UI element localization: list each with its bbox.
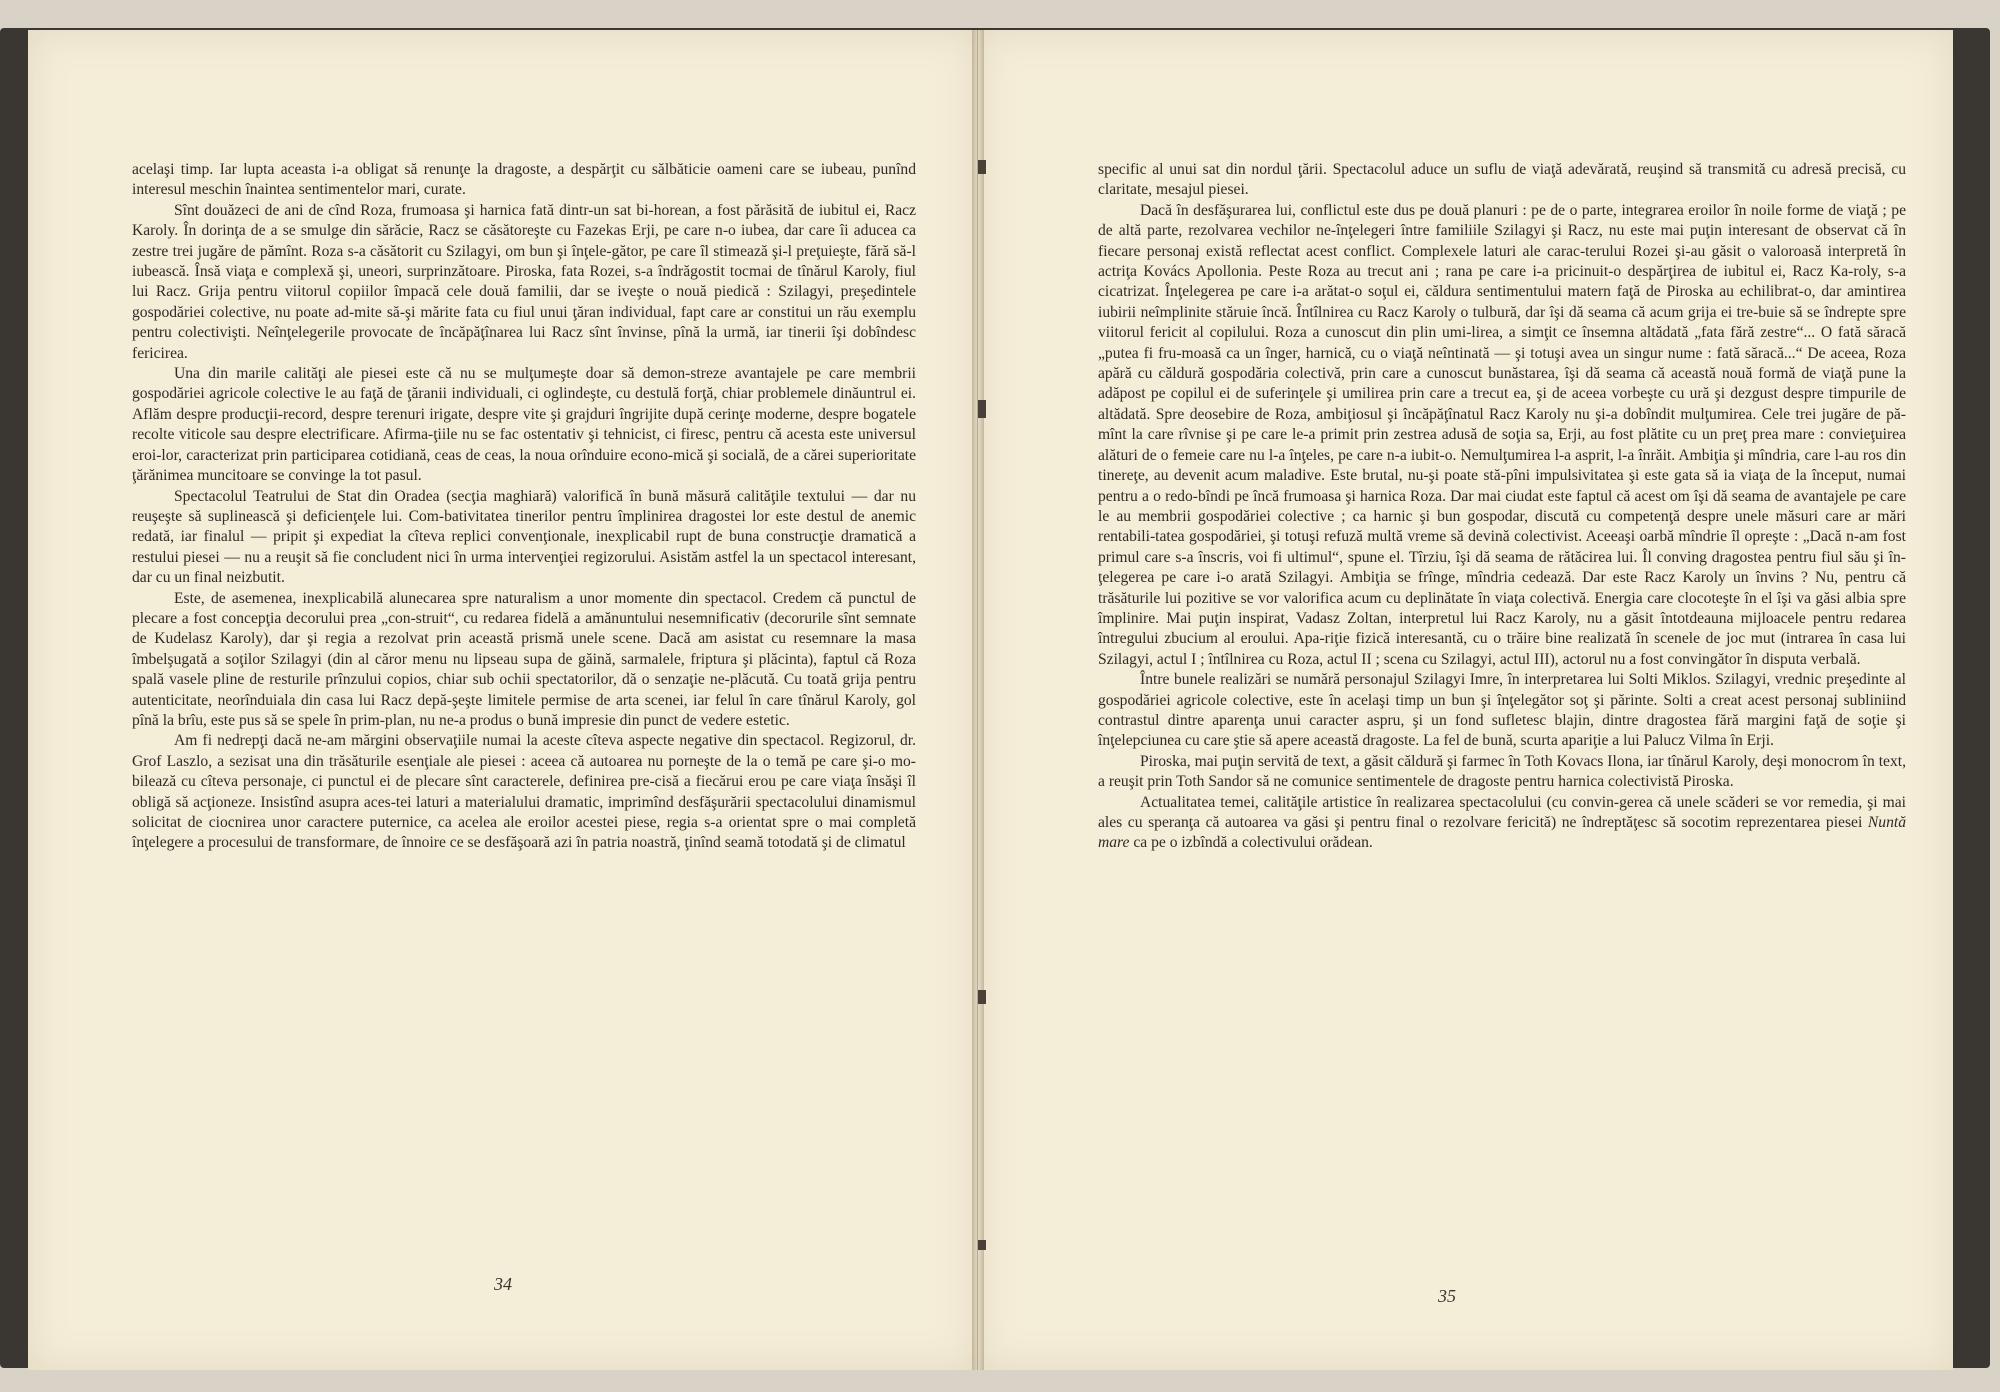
play-title: Nuntă mare — [1098, 814, 1906, 852]
paragraph: Este, de asemenea, inexplicabilă alunecarea spre naturalism a unor momente din spectacol. Credem că punctul de plecare a fost concepţia decorului prea „con-struit“, cu redarea fidelă a amănuntului nesemnificativ (decorurile sînt semnate de Kudelasz Karoly), dar şi regia a rezolvat prin această prismă unele scene. Dacă am asistat cu resemnare la masa îmbelşugată a soţilor Szilagyi (din al căror menu nu lipseau supa de găină, sarmalele, friptura şi plăcinta), faptul că Roza spală vasele pline de resturile prînzului copios, chiar sub ochii spectatorilor, dă o senzaţie ne-plăcută. Cu toată grija pentru autenticitate, neorînduiala din casa lui Racz depă-şeşte limitele permise de arta scenei, iar felul în care tînărul Karoly, gol pînă la brîu, este pus să se spele în prim-plan, nu ne-a produs o bună impresie din punct de vedere estetic. — [132, 589, 916, 729]
paragraph: Dacă în desfăşurarea lui, conflictul este dus pe două planuri : pe de o parte, integrarea eroilor în noile forme de viaţă ; pe de altă parte, rezolvarea vechilor ne-înţelegeri între familiile Szilagyi şi Racz, nu este mai puţin interesant de observat că în fiecare personaj există reflectat acest conflict. Complexele laturi ale carac-terului Rozei şi-au găsit o valoroasă interpretă în actriţa Kovács Apollonia. Peste Roza au trecut ani ; rana pe care i-a pricinuit-o despărţirea de iubitul ei, Racz Ka-roly, s-a cicatrizat. Înţelegerea pe care i-a arătat-o soţul ei, căldura sentimentului matern faţă de Piroska au echilibrat-o, dar amintirea iubirii neîmplinite stăruie încă. Întîlnirea cu Racz Karoly o tulbură, dar îşi dă seama că acum grija ei tre-buie să se îndrepte spre viitorul fericit al copilului. Roza a cunoscut din plin umi-lirea, a simţit ce însemna altădată „fata fără zestre“... O fată săracă „putea fi fru-moasă ca un înger, harnică, cu o viaţă neîntinată — şi totuşi avea un singur nume : fată săracă...“ De aceea, Roza apără cu căldură gospodăria colectivă, prin care a cunoscut bunăstarea, îşi dă seama că această nouă formă de viaţă pune la adăpost pe copilul ei de suferinţele şi umilirea prin care a trecut ea, şi de aceea vorbeşte cu ură şi dezgust despre timpurile de altădată. Spre deosebire de Roza, ambiţiosul şi încăpăţînatul Racz Karoly nu şi-a dobîndit mulţumirea. Cele trei jugăre de pă-mînt la care rîvnise şi pe care le-a primit prin zestrea adusă de soţia sa, Erji, au fost plătite cu un preţ prea mare : convieţuirea alături de o femeie care nu l-a înţeles, pe care n-a iubit-o. Nemulţumirea l-a asprit, l-a înrăit. Ambiţia şi mîndria, care l-au ros din tinereţe, au devenit acum maladive. Este brutal, nu-şi poate stă-pîni impulsivitatea şi este gata să ia viaţa de la început, numai pentru a o redo-bîndi pe încă frumoasa şi harnica Roza. Dar mai ciudat este faptul că acest om îşi dă seama de avantajele pe care le au membrii gospodăriei colective ; ca harnic şi bun gospodar, discută cu competenţă despre unele măsuri care ar mări rentabili-tatea gospodăriei, şi totuşi refuză multă vreme să devină colectivist. Aceeaşi oarbă mîndrie îl opreşte : „Dacă n-am fost primul care s-a înscris, voi fi ultimul“, spune el. Tîrziu, îşi dă seama de rătăcirea lui. Îl conving dragostea pentru fiul său şi în-ţelegerea pe care i-o arată Szilagyi. Ambiţia se frînge, mîndria cedează. Dar este Racz Karoly un învins ? Nu, pentru că trăsăturile lui pozitive se vor valorifica acum cu deplinătate în viaţa colectivă. Energia care clocoteşte în el îşi va găsi albia spre împlinire. Mai puţin inspirat, Vadasz Zoltan, interpretul lui Racz Karoly, nu a găsit întotdeauna mijloacele pentru redarea întregului zbucium al eroului. Apa-riţie fizică interesantă, cu o trăire bine realizată în scenele de joc mut (intrarea în casa lui Szilagyi, actul I ; întîlnirea cu Roza, actul II ; scena cu Szilagyi, actul III), actorul nu a fost convingător în disputa verbală. — [1098, 201, 1906, 668]
binding-stitch — [978, 400, 986, 418]
paragraph: Sînt douăzeci de ani de cînd Roza, frumoasa şi harnica fată dintr-un sat bi-horean, a fost părăsită de iubitul ei, Racz Karoly. În dorinţa de a se smulge din sărăcie, Racz se căsătoreşte cu Fazekas Erji, pe care n-o iubea, dar care îi aducea ca zestre trei jugăre de pămînt. Roza s-a căsătorit cu Szilagyi, om bun şi înţele-gător, pe care îl stimează şi-l preţuieşte, fără să-l iubească. Însă viaţa e complexă şi, uneori, surprinzătoare. Piroska, fata Rozei, s-a îndrăgostit tocmai de tînărul Karoly, fiul lui Racz. Grija pentru viitorul copiilor împacă cele două familii, dar se iveşte o nouă piedică : Szilagyi, preşedintele gospodăriei colective, nu poate ad-mite să-şi mărite fata cu fiul unui ţăran individual, fapt care ar constitui un rău exemplu pentru colectivişti. Neînţelegerile provocate de încăpăţînarea lui Racz sînt învinse, pînă la urmă, iar tinerii îşi dobîndesc fericirea. — [132, 201, 916, 362]
left-page-text — [132, 160, 916, 854]
binding-stitch — [978, 1240, 986, 1250]
paragraph-text: ca pe o izbîndă a colectivului orădean. — [1129, 834, 1373, 852]
paragraph — [1098, 793, 1906, 854]
right-page-text — [1098, 160, 1906, 854]
paragraph: Piroska, mai puţin servită de text, a găsit căldură şi farmec în Toth Kovacs Ilona, iar tînărul Karoly, deşi monocrom în text, a reuşit prin Toth Sandor să ne comunice sentimentele de dragoste pentru harnica colectivistă Piroska. — [1098, 752, 1906, 791]
binding-stitch — [978, 990, 986, 1004]
page-number: 35 — [1438, 1286, 1456, 1306]
paragraph: specific al unui sat din nordul ţării. Spectacolul aduce un suflu de viaţă adevărată, reuşind să transmită cu adresă precisă, cu claritate, mesajul piesei. — [1098, 161, 1906, 199]
book-spine — [972, 30, 984, 1370]
paragraph: Spectacolul Teatrului de Stat din Oradea (secţia maghiară) valorifică în bună măsură calităţile textului — dar nu reuşeşte să suplinească şi deficienţele lui. Com-bativitatea tinerilor pentru împlinirea dragostei lor este destul de anemic redată, iar finalul — pripit şi expediat la cîteva replici convenţionale, inexplicabil rupt de buna construcţie dramatică a restului piesei — nu a reuşit să fie concludent nici în urma intervenţiei regizorului. Asistăm astfel la un spectacol interesant, dar cu un final neizbutit. — [132, 487, 916, 587]
right-page — [978, 30, 1953, 1370]
page-number: 34 — [494, 1274, 512, 1294]
paragraph-text: Actualitatea temei, calităţile artistice în realizarea spectacolului (cu convin-gerea că unele scăderi se vor remedia, şi mai ales cu speranţa că autoarea va găsi şi pentru final o rezolvare fericită) ne îndreptăţesc să socotim reprezentarea piesei — [1098, 793, 1906, 831]
paragraph: Între bunele realizări se numără personajul Szilagyi Imre, în interpretarea lui Solti Miklos. Szilagyi, vrednic preşedinte al gospodăriei agricole colective, este în acelaşi timp un bun şi înţelegător soţ şi părinte. Solti a creat acest personaj subliniind contrastul dintre aparenţa unui caracter aspru, şi un fond sufletesc blajin, dintre dragostea fără margini faţă de soţie şi înţelepciunea cu care ştie să apere această dragoste. La fel de bună, scurta apariţie a lui Palucz Vilma în Erji. — [1098, 671, 1906, 750]
paragraph: Am fi nedrepţi dacă ne-am mărgini observaţiile numai la aceste cîteva aspecte negative din spectacol. Regizorul, dr. Grof Laszlo, a sezisat una din trăsăturile esenţiale ale piesei : aceea că autoarea nu porneşte de la o temă pe care şi-o mo-bilează cu cîteva personaje, ci punctul ei de plecare sînt caracterele, definirea pre-cisă a fiecărui erou pe care viaţa însăşi îl obligă să acţioneze. Insistînd asupra aces-tei laturi a materialului dramatic, imprimînd desfăşurării spectacolului dinamismul solicitat de ciocnirea unor caractere puternice, ca acelea ale eroilor acestei piese, regia s-a orientat spre o mai completă înţelegere a procesului de transformare, de înnoire ce se desfăşoară azi în patria noastră, ţinînd seamă totodată şi de climatul — [132, 732, 916, 852]
paragraph: acelaşi timp. Iar lupta aceasta i-a obligat să renunţe la dragoste, a despărţit cu sălbăticie oameni care se iubeau, punînd interesul meschin înaintea sentimentelor mari, curate. — [132, 161, 916, 199]
left-page — [28, 30, 978, 1370]
binding-stitch — [978, 160, 986, 174]
paragraph: Una din marile calităţi ale piesei este că nu se mulţumeşte doar să demon-streze avantajele pe care membrii gospodăriei agricole colective le au faţă de ţăranii individuali, ci oglindeşte, cu destulă forţă, chiar problemele dinăuntrul ei. Aflăm despre producţii-record, despre terenuri irigate, despre vite şi grajduri îngrijite după cerinţe moderne, despre bogatele recolte viticole sau despre electrificare. Afirma-ţiile nu se fac ostentativ şi tehnicist, ci firesc, pentru că acesta este universul eroi-lor, caracterizat prin participarea cotidiană, ceas de ceas, la noua orînduire econo-mică şi socială, de a cărei superioritate ţărănimea muncitoare se convinge la tot pasul. — [132, 365, 916, 485]
